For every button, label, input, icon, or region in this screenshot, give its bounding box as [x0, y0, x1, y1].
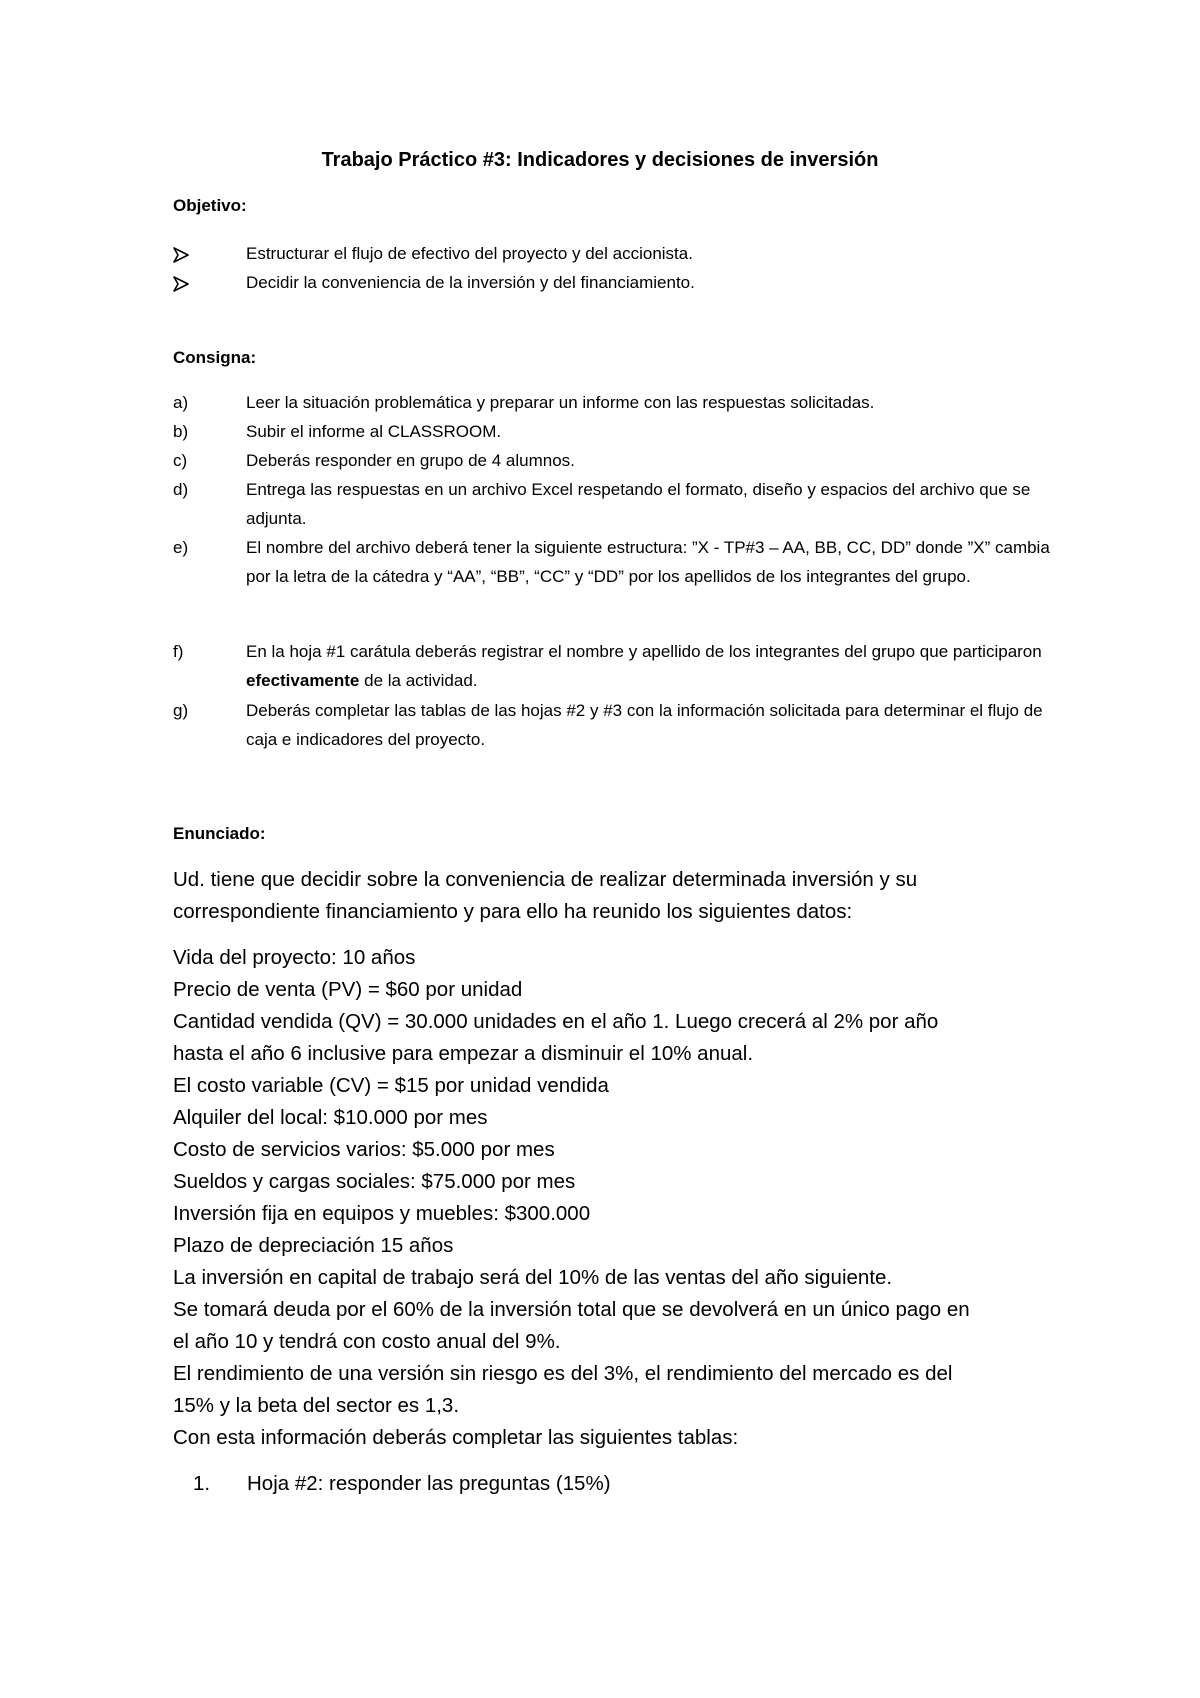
consigna-text-bold: efectivamente: [246, 671, 360, 690]
page-title: Trabajo Práctico #3: Indicadores y decisiones de inversión: [321, 149, 879, 171]
data-line: Inversión fija en equipos y muebles: $300.000: [173, 1202, 591, 1225]
consigna-marker: c): [173, 451, 188, 470]
data-line: El costo variable (CV) = $15 por unidad vendida: [173, 1074, 609, 1097]
consigna-text: Leer la situación problemática y preparar un informe con las respuestas solicitadas.: [246, 393, 875, 412]
numbered-item: [193, 1468, 611, 1500]
consigna-item: [173, 475, 1053, 533]
consigna-item: [173, 533, 1053, 591]
data-line: Precio de venta (PV) = $60 por unidad: [173, 978, 523, 1001]
consigna-text: Deberás responder en grupo de 4 alumnos.: [246, 451, 575, 470]
consigna-text: Deberás completar las tablas de las hojas #2 y #3 con la información solicitada para determinar el flujo de caja e indicadores del proyecto.: [246, 701, 1043, 749]
consigna-text: El nombre del archivo deberá tener la siguiente estructura: ”X - TP#3 – AA, BB, CC, DD” donde ”X” cambia por la letra de la cátedra y “AA”, “BB”, “CC” y “DD” por los apellidos de los integrantes del grupo.: [246, 538, 1050, 586]
consigna-item: [173, 446, 1053, 475]
data-line: Costo de servicios varios: $5.000 por mes: [173, 1138, 555, 1161]
enunciado-data: [173, 942, 1053, 1454]
consigna-text: [246, 637, 1053, 695]
numbered-text: Hoja #2: responder las preguntas (15%): [247, 1472, 611, 1495]
consigna-item: [173, 696, 1053, 754]
data-line: Cantidad vendida (QV) = 30.000 unidades en el año 1. Luego crecerá al 2% por año: [173, 1010, 939, 1033]
consigna-text-part: de la actividad.: [359, 671, 478, 690]
objetivo-item-text: Decidir la conveniencia de la inversión y del financiamiento.: [246, 273, 695, 292]
data-line: Plazo de depreciación 15 años: [173, 1234, 454, 1257]
data-line: Se tomará deuda por el 60% de la inversión total que se devolverá en un único pago en: [173, 1298, 970, 1321]
objetivo-item: [173, 239, 1053, 268]
enunciado-heading: Enunciado:: [173, 824, 266, 843]
consigna-marker: e): [173, 538, 189, 557]
consigna-text: Entrega las respuestas en un archivo Excel respetando el formato, diseño y espacios del archivo que se adjunta.: [246, 480, 1031, 528]
consigna-item: [173, 417, 1053, 446]
consigna-marker: f): [173, 642, 184, 661]
objetivo-heading: Objetivo:: [173, 196, 247, 215]
consigna-item: [173, 388, 1053, 417]
objetivo-item-text: Estructurar el flujo de efectivo del proyecto y del accionista.: [246, 244, 693, 263]
enunciado-intro: [173, 864, 1053, 928]
data-line: Sueldos y cargas sociales: $75.000 por mes: [173, 1170, 576, 1193]
data-line: el año 10 y tendrá con costo anual del 9%.: [173, 1330, 561, 1353]
consigna-marker: d): [173, 480, 189, 499]
consigna-text: Subir el informe al CLASSROOM.: [246, 422, 502, 441]
enunciado-intro-line: correspondiente financiamiento y para ello ha reunido los siguientes datos:: [173, 900, 853, 923]
data-line: La inversión en capital de trabajo será del 10% de las ventas del año siguiente.: [173, 1266, 893, 1289]
consigna-item: [173, 637, 1053, 695]
enunciado-intro-line: Ud. tiene que decidir sobre la conveniencia de realizar determinada inversión y su: [173, 868, 918, 891]
data-line: 15% y la beta del sector es 1,3.: [173, 1394, 460, 1417]
arrow-bullet-icon: [173, 239, 223, 268]
data-line: El rendimiento de una versión sin riesgo es del 3%, el rendimiento del mercado es del: [173, 1362, 953, 1385]
numbered-marker: 1.: [193, 1472, 211, 1495]
data-line: Vida del proyecto: 10 años: [173, 946, 416, 969]
consigna-heading: Consigna:: [173, 348, 257, 367]
data-line: Alquiler del local: $10.000 por mes: [173, 1106, 488, 1129]
arrow-bullet-icon: [173, 268, 223, 297]
consigna-marker: g): [173, 701, 189, 720]
consigna-text-part: En la hoja #1 carátula deberás registrar el nombre y apellido de los integrantes del grupo que participaron: [246, 642, 1042, 661]
data-line: Con esta información deberás completar las siguientes tablas:: [173, 1426, 739, 1449]
data-line: hasta el año 6 inclusive para empezar a disminuir el 10% anual.: [173, 1042, 754, 1065]
consigna-marker: b): [173, 422, 189, 441]
objetivo-item: [173, 268, 1053, 297]
consigna-marker: a): [173, 393, 189, 412]
